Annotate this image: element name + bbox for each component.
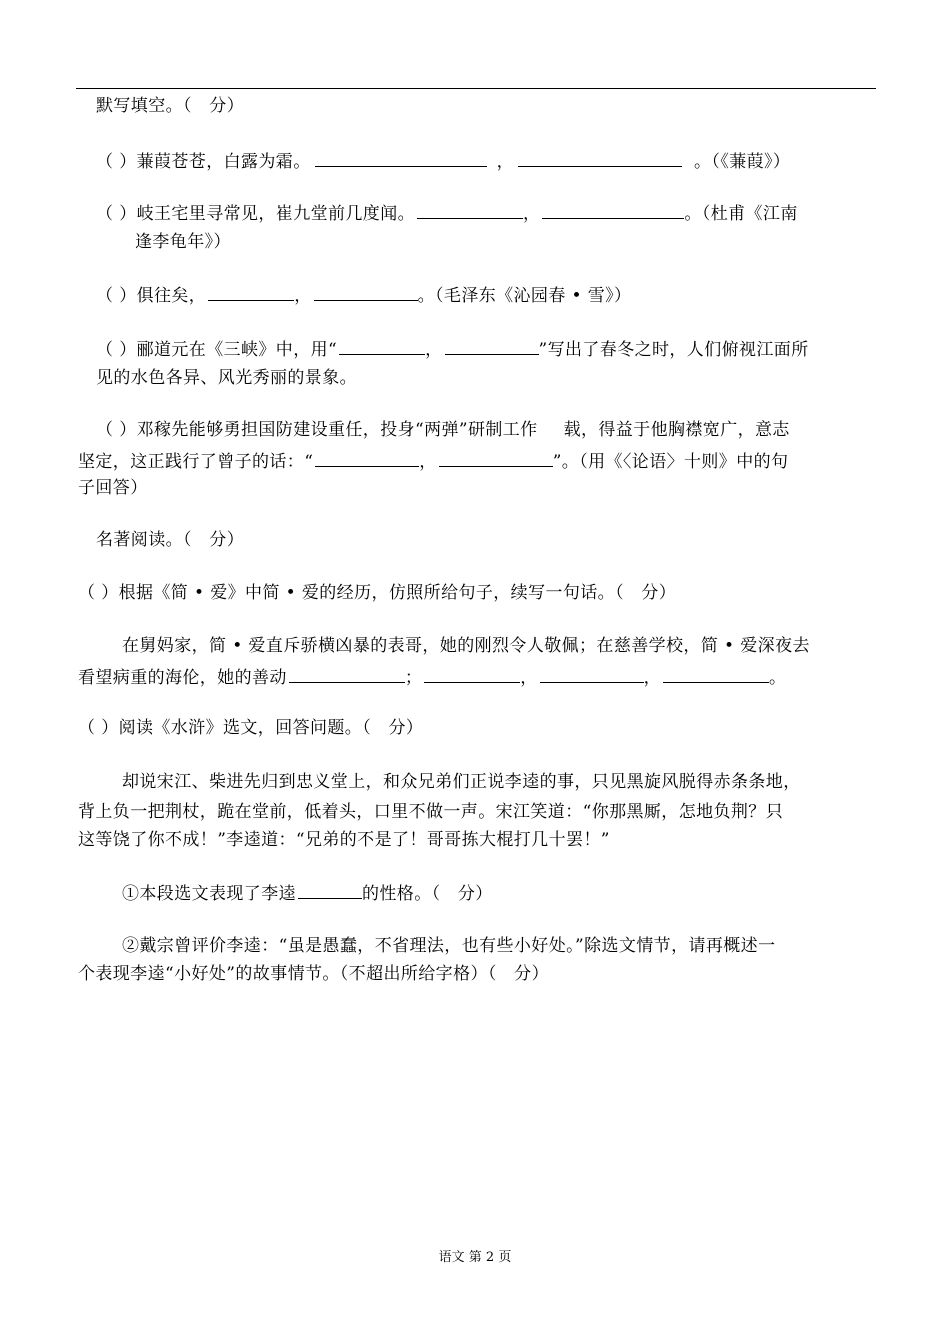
- answer-blank[interactable]: [339, 338, 425, 355]
- page-footer: 语文 第 2 页: [438, 1250, 512, 1265]
- q1-item-5-cont: 坚定，这正践行了曾子的话：“ ， ”。（用《〈论语〉十则》中的句: [78, 452, 789, 472]
- answer-blank[interactable]: [289, 666, 405, 683]
- q1-item-3: （ ）俱往矣， ， 。（毛泽东《沁园春 • 雪》）: [96, 286, 632, 306]
- q2-header: 名著阅读。（ 分）: [96, 530, 245, 550]
- q2-item-2-sub-2: ②戴宗曾评价李逵：“虽是愚蠢，不省理法，也有些小好处。”除选文情节，请再概述一: [122, 936, 776, 956]
- answer-blank[interactable]: [540, 666, 644, 683]
- q2-item-2-sub-1: ①本段选文表现了李逵 的性格。（ 分）: [122, 884, 493, 904]
- q2-item-1-passage-cont: 看望病重的海伦，她的善动 ； ， ， 。: [78, 668, 787, 688]
- answer-blank[interactable]: [315, 450, 419, 467]
- q2-item-2-passage-cont: 背上负一把荆杖，跪在堂前，低着头，口里不做一声。宋江笑道：“你那黑厮，怎地负荆？只: [78, 802, 784, 822]
- q1-item-1: （ ）蒹葭苍苍，白露为霜。 ， 。（《蒹葭》）: [96, 152, 791, 172]
- header-rule: [76, 88, 876, 89]
- q2-item-1: （ ）根据《简 • 爱》中简 • 爱的经历，仿照所给句子，续写一句话。（ 分）: [78, 583, 677, 603]
- answer-blank[interactable]: [424, 666, 520, 683]
- q2-item-2-passage: 却说宋江、柴进先归到忠义堂上，和众兄弟们正说李逵的事，只见黑旋风脱得赤条条地，: [122, 772, 801, 792]
- q1-header: 默写填空。（ 分）: [96, 96, 245, 116]
- q2-item-2-passage-cont2: 这等饶了你不成！”李逵道：“兄弟的不是了！哥哥拣大棍打几十罢！”: [78, 830, 610, 850]
- q1-item-5-cont2: 子回答）: [78, 478, 148, 498]
- q1-item-2-cont: 逢李龟年》）: [135, 232, 231, 252]
- answer-blank[interactable]: [208, 284, 294, 301]
- q1-item-4: （ ）郦道元在《三峡》中，用“ ， ”写出了春冬之时，人们俯视江面所: [96, 340, 809, 360]
- q1-item-2: （ ）岐王宅里寻常见，崔九堂前几度闻。 ， 。（杜甫《江南: [96, 204, 798, 224]
- q2-item-1-passage: 在舅妈家，简 • 爱直斥骄横凶暴的表哥，她的刚烈令人敬佩；在慈善学校，简 • 爱深夜去: [122, 636, 810, 656]
- answer-blank[interactable]: [518, 150, 682, 167]
- answer-blank[interactable]: [542, 202, 684, 219]
- answer-blank[interactable]: [439, 450, 553, 467]
- q1-item-4-cont: 见的水色各异、风光秀丽的景象。: [96, 368, 357, 388]
- q2-item-2-sub-2-cont: 个表现李逵“小好处”的故事情节。（不超出所给字格）（ 分）: [78, 964, 549, 984]
- answer-blank[interactable]: [315, 150, 487, 167]
- answer-blank[interactable]: [314, 284, 418, 301]
- answer-blank[interactable]: [417, 202, 523, 219]
- q2-item-2: （ ）阅读《水浒》选文，回答问题。（ 分）: [78, 718, 424, 738]
- answer-blank[interactable]: [298, 882, 362, 899]
- q1-item-5: （ ）邓稼先能够勇担国防建设重任，投身“两弹”研制工作 载，得益于他胸襟宽广，意志: [96, 420, 790, 440]
- answer-blank[interactable]: [445, 338, 539, 355]
- answer-blank[interactable]: [663, 666, 769, 683]
